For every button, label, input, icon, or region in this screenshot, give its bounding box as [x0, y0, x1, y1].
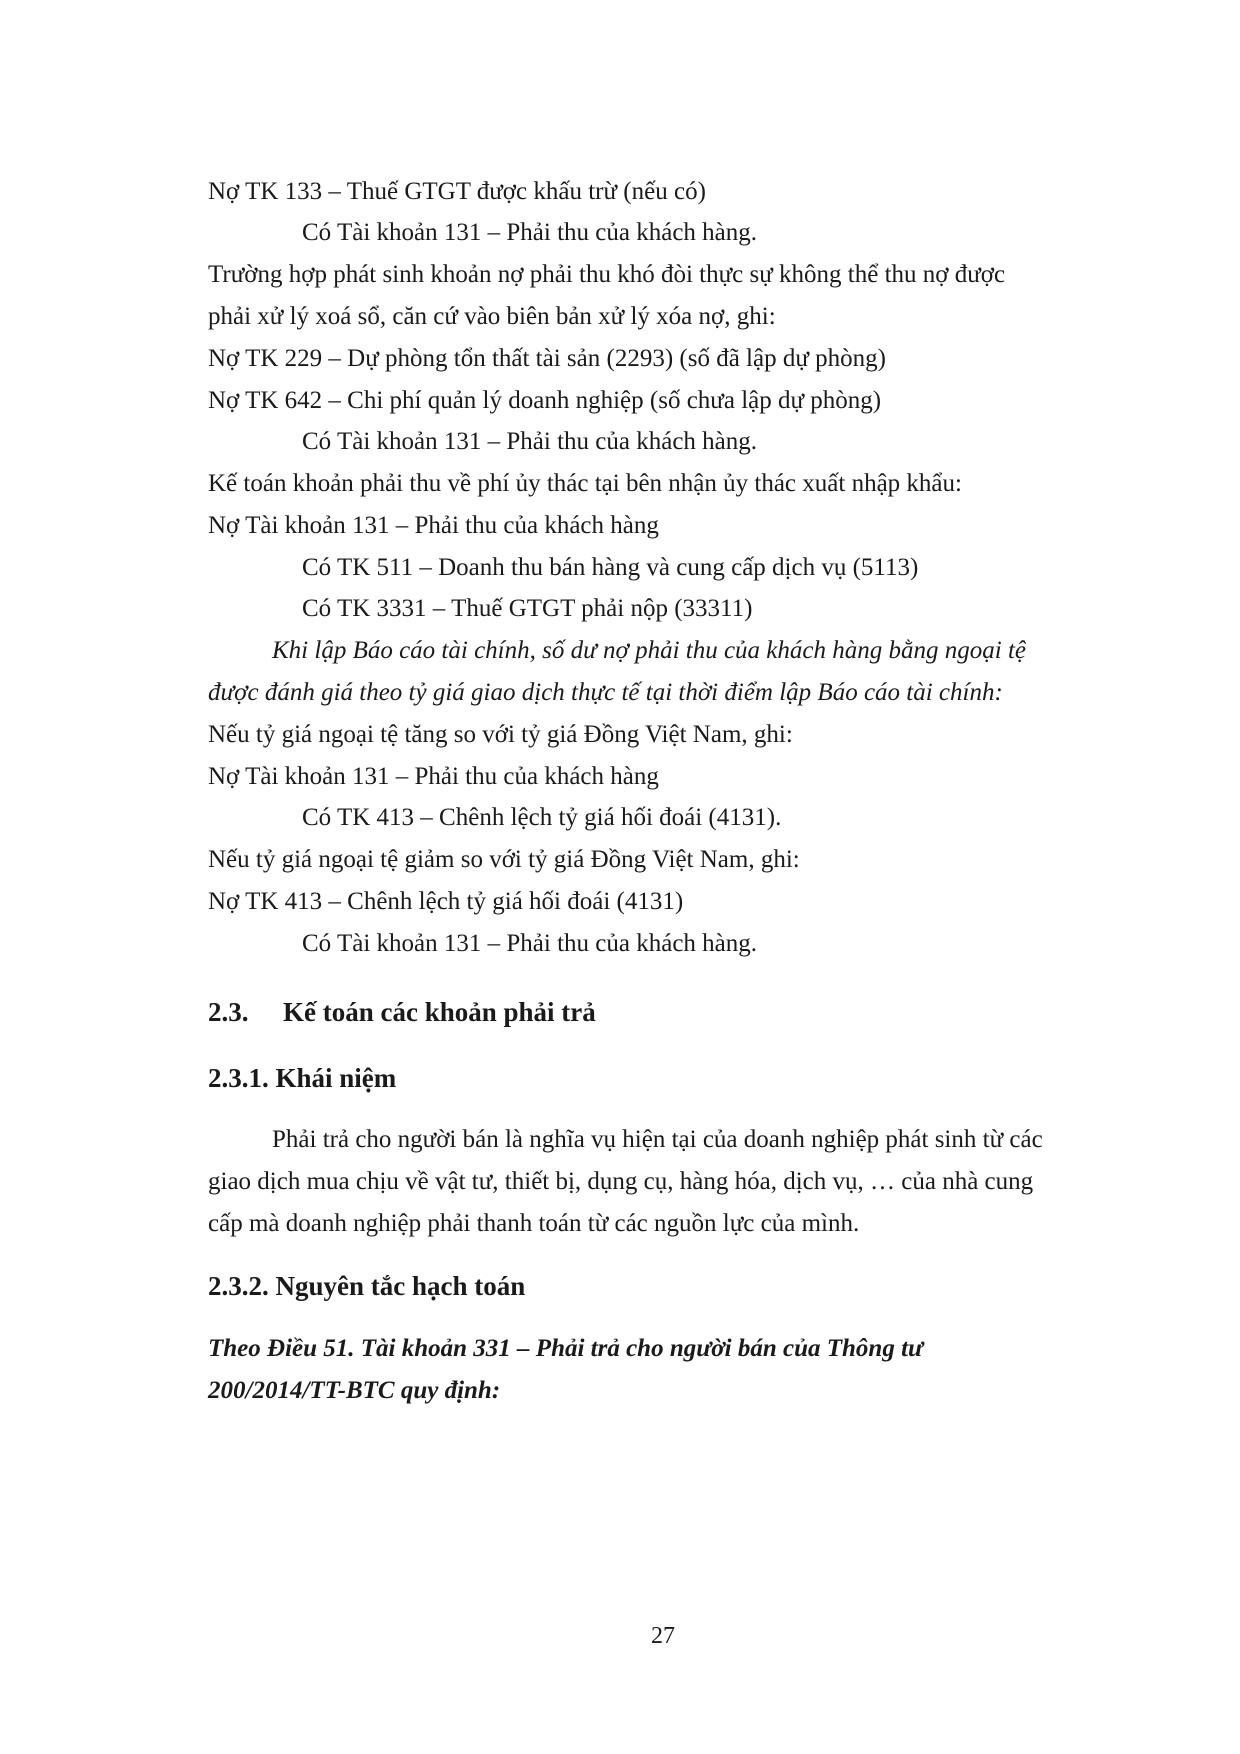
italic-paragraph-line: Khi lập Báo cáo tài chính, số dư nợ phải thu của khách hàng bằng ngoại tệ [272, 637, 1026, 664]
paragraph-line: Nếu tỷ giá ngoại tệ tăng so với tỷ giá Đồng Việt Nam, ghi: [208, 721, 793, 748]
subsection-heading: 2.3.2. Nguyên tắc hạch toán [208, 1271, 526, 1301]
paragraph-line: Nếu tỷ giá ngoại tệ giảm so với tỷ giá Đồng Việt Nam, ghi: [208, 846, 800, 873]
paragraph-line: cấp mà doanh nghiệp phải thanh toán từ các nguồn lực của mình. [208, 1210, 860, 1237]
subsection-heading: 2.3.1. Khái niệm [208, 1063, 397, 1093]
entry-credit-413: Có TK 413 – Chênh lệch tỷ giá hối đoái (4131). [302, 804, 782, 831]
bold-italic-line: Theo Điều 51. Tài khoản 331 – Phải trả cho người bán của Thông tư [208, 1335, 923, 1362]
paragraph-line: Trường hợp phát sinh khoản nợ phải thu khó đòi thực sự không thể thu nợ được [208, 261, 1006, 288]
page-number: 27 [651, 1623, 675, 1649]
section-number: 2.3. [208, 997, 249, 1027]
paragraph-line: Phải trả cho người bán là nghĩa vụ hiện tại của doanh nghiệp phát sinh từ các [272, 1126, 1043, 1153]
entry-credit-131: Có Tài khoản 131 – Phải thu của khách hàng. [302, 219, 758, 246]
entry-credit-131: Có Tài khoản 131 – Phải thu của khách hàng. [302, 930, 758, 957]
entry-debit-413: Nợ TK 413 – Chênh lệch tỷ giá hối đoái (4131) [208, 888, 684, 915]
bold-italic-line: 200/2014/TT-BTC quy định: [208, 1377, 501, 1404]
entry-debit-642: Nợ TK 642 – Chi phí quản lý doanh nghiệp (số chưa lập dự phòng) [208, 387, 882, 414]
section-title: Kế toán các khoản phải trả [283, 997, 596, 1027]
entry-debit-133: Nợ TK 133 – Thuế GTGT được khấu trừ (nếu có) [208, 178, 706, 205]
paragraph-line: Kế toán khoản phải thu về phí ủy thác tại bên nhận ủy thác xuất nhập khẩu: [208, 470, 962, 497]
entry-credit-511: Có TK 511 – Doanh thu bán hàng và cung cấp dịch vụ (5113) [302, 554, 919, 581]
paragraph-line: giao dịch mua chịu về vật tư, thiết bị, dụng cụ, hàng hóa, dịch vụ, … của nhà cung [208, 1168, 1034, 1195]
entry-credit-131: Có Tài khoản 131 – Phải thu của khách hàng. [302, 428, 758, 455]
paragraph-line: phải xử lý xoá sổ, căn cứ vào biên bản xử lý xóa nợ, ghi: [208, 303, 776, 330]
entry-debit-131: Nợ Tài khoản 131 – Phải thu của khách hàng [208, 763, 659, 790]
entry-debit-131: Nợ Tài khoản 131 – Phải thu của khách hàng [208, 512, 659, 539]
entry-credit-3331: Có TK 3331 – Thuế GTGT phải nộp (33311) [302, 595, 753, 622]
entry-debit-229: Nợ TK 229 – Dự phòng tổn thất tài sản (2293) (số đã lập dự phòng) [208, 345, 886, 372]
italic-paragraph-line: được đánh giá theo tỷ giá giao dịch thực tế tại thời điểm lập Báo cáo tài chính: [208, 679, 1003, 706]
